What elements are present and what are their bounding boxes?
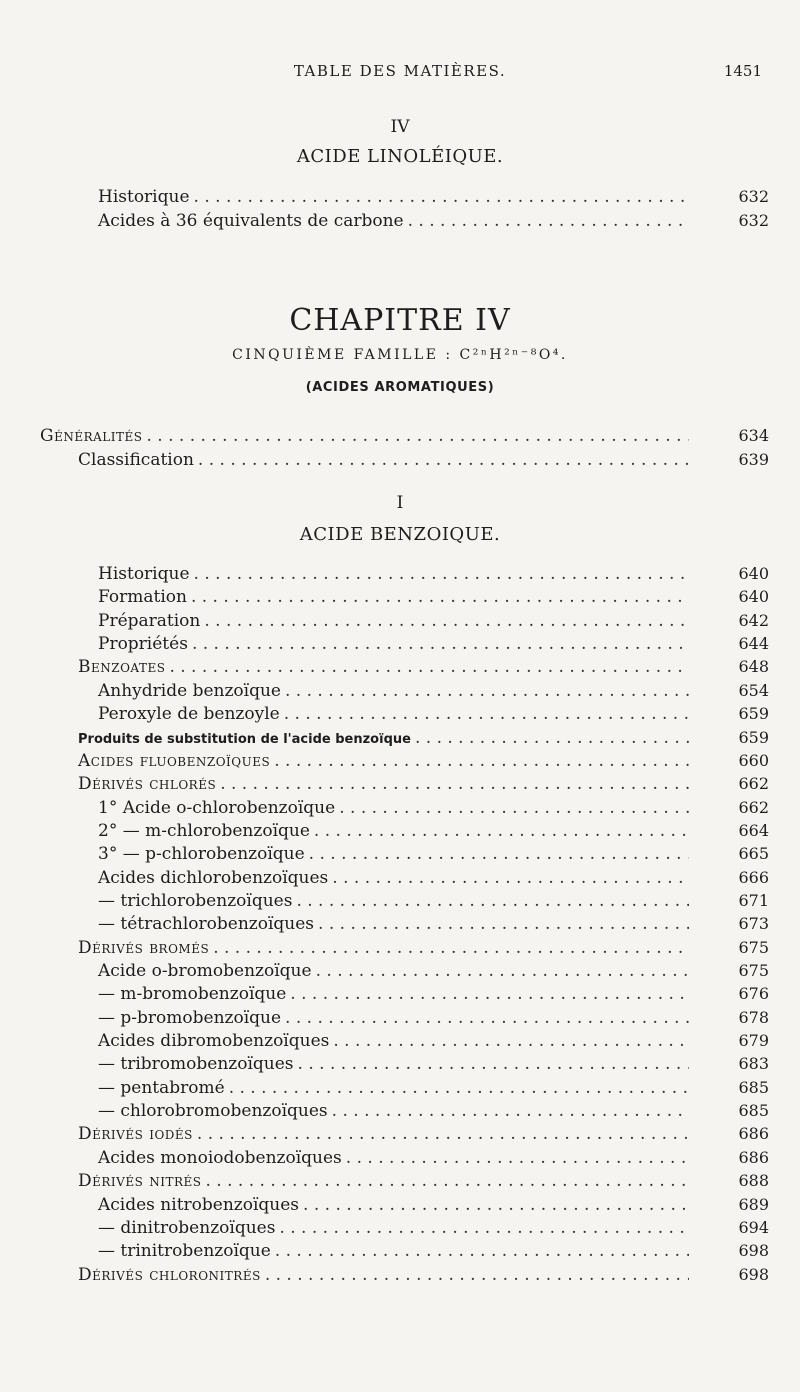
toc-entry[interactable] <box>78 1263 769 1287</box>
toc-entry[interactable] <box>98 842 769 866</box>
toc-entry-page: 673 <box>738 914 769 934</box>
dot-leader <box>198 448 689 472</box>
toc-entry-label: Acide o-bromobenzoïque <box>98 961 312 981</box>
toc-entry-label: Acides nitrobenzoïques <box>98 1194 300 1215</box>
toc-entry-page: 640 <box>738 564 769 583</box>
toc-entry-page: 698 <box>738 1241 769 1261</box>
toc-entry-label: Dérivés iodés <box>78 1124 193 1145</box>
toc-entry[interactable] <box>98 632 769 656</box>
dot-leader <box>204 609 689 633</box>
toc-entry[interactable] <box>98 1216 769 1240</box>
dot-leader <box>415 726 689 750</box>
toc-entry[interactable] <box>78 448 769 472</box>
dot-leader <box>274 749 689 773</box>
toc-entry[interactable] <box>40 424 769 448</box>
toc-entry[interactable] <box>98 1239 769 1263</box>
toc-entry-page: 689 <box>738 1194 769 1214</box>
dot-leader <box>314 819 689 843</box>
toc-entry[interactable] <box>78 772 769 796</box>
toc-entry-label: 2° — m-chlorobenzoïque <box>98 820 310 841</box>
dot-leader <box>284 702 689 726</box>
page-header <box>0 62 800 86</box>
toc-entry-label: — dinitrobenzoïques <box>98 1217 276 1238</box>
toc-entry[interactable] <box>98 889 769 913</box>
toc-entry[interactable] <box>98 796 769 820</box>
dot-leader <box>332 866 689 890</box>
toc-entry-page: 671 <box>738 890 769 910</box>
toc-entry[interactable] <box>98 1193 769 1217</box>
toc-entry[interactable] <box>98 959 769 983</box>
toc-entry-label: Acides fluobenzoïques <box>78 750 271 771</box>
toc-entry-label: Acides à 36 équivalents de carbone <box>98 211 404 231</box>
dot-leader <box>285 1006 689 1030</box>
chapter-subtitle: (ACIDES AROMATIQUES) <box>305 380 495 395</box>
toc-entry-label: Généralités <box>40 426 143 446</box>
toc-entry-label: Dérivés chloronitrés <box>78 1264 261 1285</box>
toc-entry-label: Acides dichlorobenzoïques <box>98 867 329 888</box>
toc-entry-page: 688 <box>738 1171 769 1191</box>
toc-entry[interactable] <box>98 562 769 586</box>
toc-entry-label: Produits de substitution de l'acide benzoïque <box>78 731 411 747</box>
dot-leader <box>191 585 689 609</box>
dot-leader <box>332 1099 689 1123</box>
toc-entry-page: 683 <box>738 1054 769 1074</box>
toc-entry-page: 644 <box>738 634 769 653</box>
toc-entry-label: Classification <box>78 450 194 470</box>
toc-entry[interactable] <box>98 1029 769 1053</box>
toc-entry[interactable] <box>98 982 769 1006</box>
toc-entry[interactable] <box>98 585 769 609</box>
toc-entry-label: Benzoates <box>78 657 166 678</box>
toc-entry-label: Propriétés <box>98 634 188 654</box>
toc-entry-label: — pentabromé <box>98 1077 225 1098</box>
toc-entry[interactable] <box>78 726 769 750</box>
toc-entry-page: 659 <box>738 704 769 724</box>
toc-entry-page: 675 <box>738 937 769 957</box>
toc-entry-page: 666 <box>738 867 769 887</box>
toc-entry-page: 659 <box>738 727 769 747</box>
section-iv-title: ACIDE LINOLÉIQUE. <box>296 146 504 167</box>
toc-entry-page: 642 <box>738 610 769 630</box>
toc-entry-label: Formation <box>98 587 187 608</box>
toc-entry-label: Dérivés bromés <box>78 937 210 958</box>
toc-entry-label: Acides dibromobenzoïques <box>98 1031 330 1051</box>
dot-leader <box>296 889 689 913</box>
toc-entry-page: 632 <box>738 211 769 230</box>
dot-leader <box>194 562 689 586</box>
toc-entry[interactable] <box>98 1099 769 1123</box>
toc-entry[interactable] <box>98 679 769 703</box>
running-title: TABLE DES MATIÈRES. <box>293 62 507 80</box>
toc-entry-label: — chlorobromobenzoïques <box>98 1101 328 1122</box>
toc-entry-label: Dérivés nitrés <box>78 1171 202 1192</box>
toc-entry-page: 662 <box>738 774 769 794</box>
toc-entry-label: Peroxyle de benzoyle <box>98 704 280 725</box>
toc-entry[interactable] <box>98 819 769 843</box>
toc-entry-page: 675 <box>738 961 769 980</box>
toc-entry-page: 685 <box>738 1101 769 1121</box>
toc-entry-label: — p-bromobenzoïque <box>98 1007 282 1028</box>
toc-entry-page: 639 <box>738 450 769 469</box>
toc-entry-label: Historique <box>98 187 190 207</box>
dot-leader <box>275 1239 689 1263</box>
toc-entry-page: 679 <box>738 1031 769 1050</box>
toc-entry-label: Préparation <box>98 610 201 631</box>
toc-entry[interactable] <box>98 702 769 726</box>
toc-entry-page: 660 <box>738 750 769 770</box>
toc-entry-label: — m-bromobenzoïque <box>98 984 287 1005</box>
toc-entry[interactable] <box>78 1122 769 1146</box>
dot-leader <box>197 1122 689 1146</box>
toc-entry-page: 634 <box>738 426 769 445</box>
section-i-title: ACIDE BENZOIQUE. <box>299 524 501 545</box>
toc-entry-label: — trichlorobenzoïques <box>98 890 293 911</box>
toc-entry-label: 1° Acide o-chlorobenzoïque <box>98 797 336 818</box>
dot-leader <box>316 959 689 983</box>
toc-entry-label: — tétrachlorobenzoïques <box>98 914 315 935</box>
toc-entry[interactable] <box>78 1169 769 1193</box>
toc-entry[interactable] <box>98 609 769 633</box>
toc-entry-label: Historique <box>98 564 190 584</box>
chapter-title: CHAPITRE IV <box>289 303 511 338</box>
toc-entry[interactable] <box>98 866 769 890</box>
toc-entry[interactable] <box>98 1006 769 1030</box>
dot-leader <box>213 936 689 960</box>
dot-leader <box>333 1029 689 1053</box>
section-i-numeral: I <box>396 493 404 513</box>
toc-entry[interactable] <box>78 655 769 679</box>
dot-leader <box>229 1076 689 1100</box>
dot-leader <box>285 679 689 703</box>
dot-leader <box>265 1263 689 1287</box>
toc-entry-label: 3° — p-chlorobenzoïque <box>98 844 305 865</box>
dot-leader <box>192 632 689 656</box>
toc-entry-label: Anhydride benzoïque <box>98 680 281 701</box>
dot-leader <box>290 982 689 1006</box>
dot-leader <box>147 424 690 448</box>
dot-leader <box>279 1216 689 1240</box>
toc-entry-page: 654 <box>738 680 769 700</box>
toc-entry-page: 678 <box>738 1007 769 1027</box>
toc-entry-page: 640 <box>738 587 769 607</box>
toc-entry-page: 686 <box>738 1147 769 1167</box>
toc-entry-label: Acides monoiodobenzoïques <box>98 1147 342 1168</box>
toc-entry[interactable] <box>98 1076 769 1100</box>
toc-entry-page: 648 <box>738 657 769 677</box>
toc-entry-page: 685 <box>738 1077 769 1097</box>
dot-leader <box>318 912 689 936</box>
toc-entry-page: 665 <box>738 844 769 864</box>
dot-leader <box>205 1169 689 1193</box>
toc-entry[interactable] <box>98 1146 769 1170</box>
dot-leader <box>346 1146 689 1170</box>
dot-leader <box>309 842 689 866</box>
toc-entry-page: 664 <box>738 820 769 840</box>
toc-entry[interactable] <box>78 749 769 773</box>
toc-entry-page: 686 <box>738 1124 769 1144</box>
toc-entry[interactable] <box>78 936 769 960</box>
toc-entry-page: 694 <box>738 1217 769 1237</box>
dot-leader <box>220 772 689 796</box>
toc-entry-page: 698 <box>738 1264 769 1284</box>
toc-entry[interactable] <box>98 209 769 233</box>
dot-leader <box>408 209 689 233</box>
toc-entry[interactable] <box>98 185 769 209</box>
page-number: 1451 <box>723 62 762 80</box>
toc-entry-label: — tribromobenzoïques <box>98 1054 294 1075</box>
chapter-family: CINQUIÈME FAMILLE : C²ⁿH²ⁿ⁻⁸O⁴. <box>232 347 568 363</box>
dot-leader <box>303 1193 689 1217</box>
toc-entry-page: 632 <box>738 187 769 206</box>
toc-entry-label: — trinitrobenzoïque <box>98 1241 271 1262</box>
section-iv-numeral: IV <box>390 117 410 137</box>
toc-entry-page: 676 <box>738 984 769 1004</box>
toc-entry-page: 662 <box>738 797 769 817</box>
dot-leader <box>169 655 689 679</box>
dot-leader <box>298 1052 689 1076</box>
toc-entry-label: Dérivés chlorés <box>78 774 217 795</box>
toc-entry[interactable] <box>98 912 769 936</box>
toc-entry[interactable] <box>98 1052 769 1076</box>
dot-leader <box>194 185 689 209</box>
dot-leader <box>339 796 689 820</box>
